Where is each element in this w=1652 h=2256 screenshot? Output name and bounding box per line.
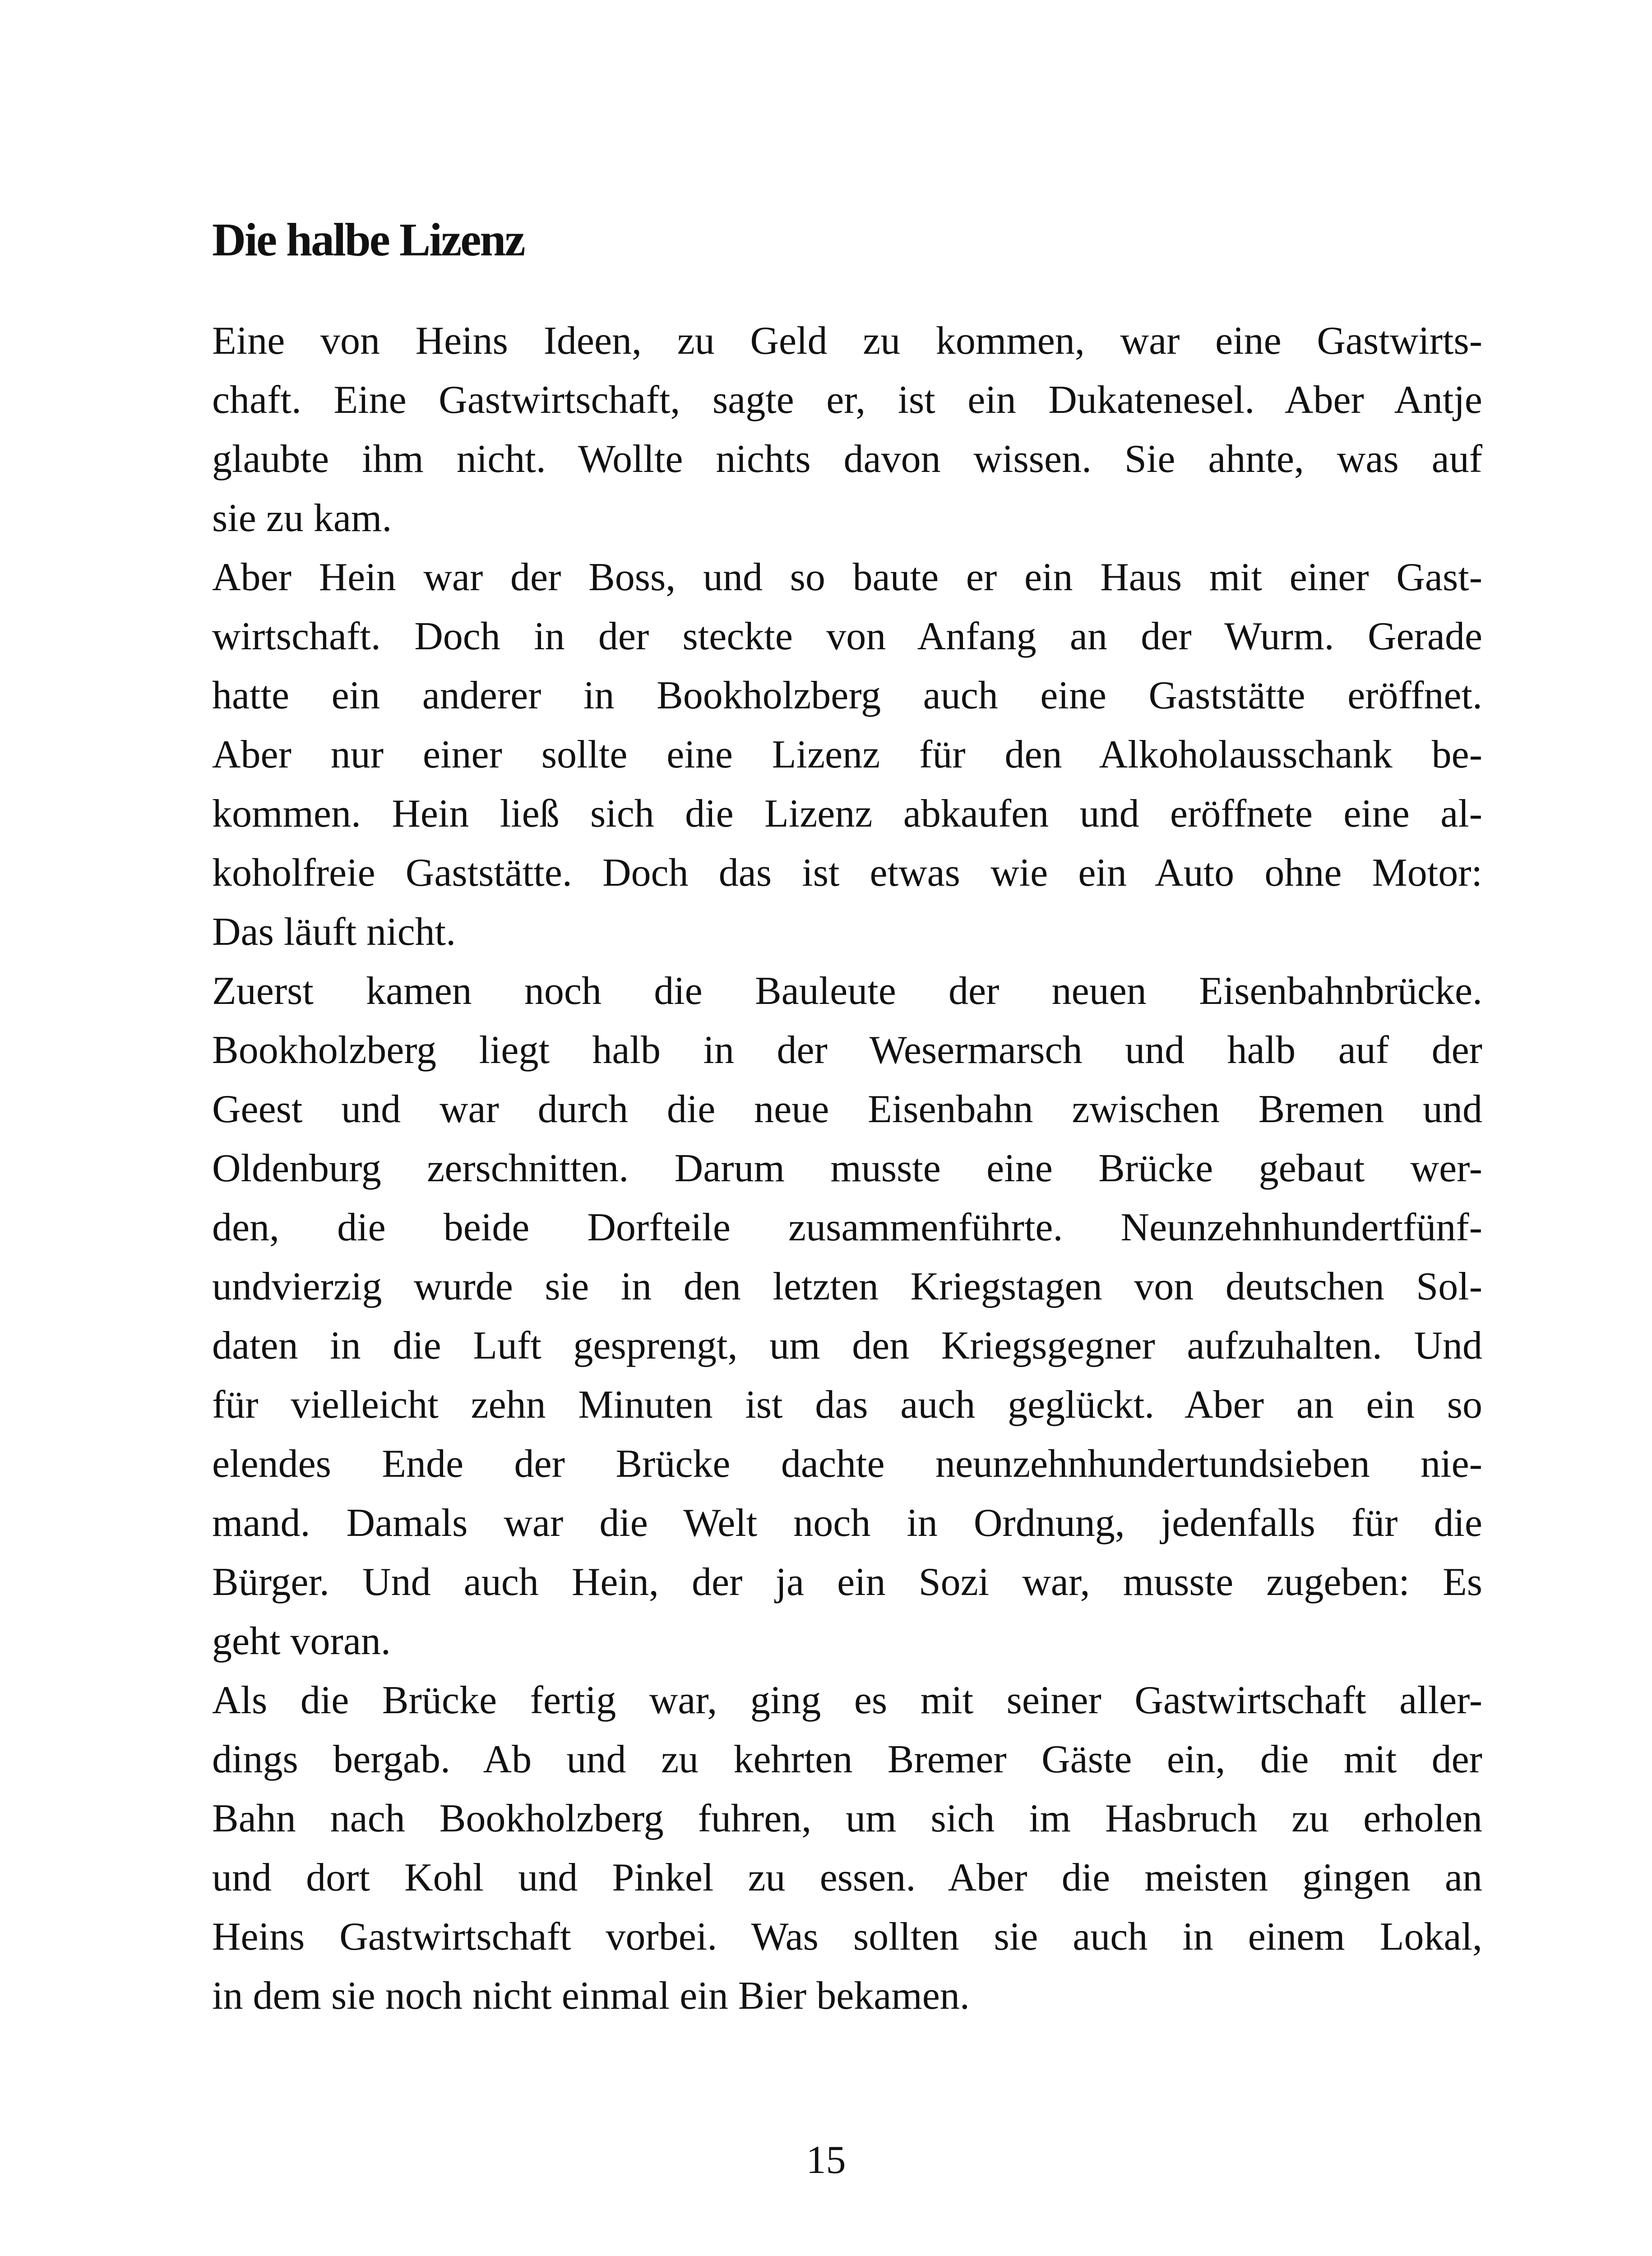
page-number: 15 [806,2138,846,2182]
text-line: Geest und war durch die neue Eisenbahn zwischen Bremen und [212,1087,1482,1131]
text-line: mand. Damals war die Welt noch in Ordnung, jedenfalls für die [212,1501,1482,1545]
text-line: Aber nur einer sollte eine Lizenz für den Alkoholausschank be- [212,733,1482,777]
text-line: dings bergab. Ab und zu kehrten Bremer Gäste ein, die mit der [212,1738,1482,1781]
text-line: Heins Gastwirtschaft vorbei. Was sollten sie auch in einem Lokal, [212,1915,1482,1959]
text-line: kommen. Hein ließ sich die Lizenz abkaufen und eröffnete eine al- [212,792,1482,836]
text-line: glaubte ihm nicht. Wollte nichts davon wissen. Sie ahnte, was auf [212,437,1482,481]
text-line: Das läuft nicht. [212,910,456,954]
text-line: geht voran. [212,1619,391,1663]
body-text [212,311,1482,2025]
text-line: Oldenburg zerschnitten. Darum musste eine Brücke gebaut wer- [212,1146,1482,1190]
text-line: Aber Hein war der Boss, und so baute er ein Haus mit einer Gast- [212,555,1482,599]
text-line: Als die Brücke fertig war, ging es mit seiner Gastwirtschaft aller- [212,1678,1482,1722]
text-line: Bürger. Und auch Hein, der ja ein Sozi war, musste zugeben: Es [212,1560,1482,1604]
text-line: wirtschaft. Doch in der steckte von Anfang an der Wurm. Gerade [212,615,1482,658]
text-line: elendes Ende der Brücke dachte neunzehnhundertundsieben nie- [212,1442,1482,1486]
text-line: in dem sie noch nicht einmal ein Bier bekamen. [212,1974,970,2018]
text-line: hatte ein anderer in Bookholzberg auch eine Gaststätte eröffnet. [212,674,1482,717]
text-line: Eine von Heins Ideen, zu Geld zu kommen, war eine Gastwirts- [212,319,1482,363]
text-line: sie zu kam. [212,496,392,540]
text-line: Bookholzberg liegt halb in der Wesermarsch und halb auf der [212,1028,1482,1072]
text-line: koholfreie Gaststätte. Doch das ist etwas wie ein Auto ohne Motor: [212,851,1482,895]
chapter-title: Die halbe Lizenz [212,214,524,266]
text-line: Zuerst kamen noch die Bauleute der neuen Eisenbahnbrücke. [212,969,1482,1013]
text-line: für vielleicht zehn Minuten ist das auch geglückt. Aber an ein so [212,1383,1482,1427]
text-line: Bahn nach Bookholzberg fuhren, um sich im Hasbruch zu erholen [212,1797,1482,1840]
text-line: und dort Kohl und Pinkel zu essen. Aber die meisten gingen an [212,1856,1482,1900]
text-line: chaft. Eine Gastwirtschaft, sagte er, ist ein Dukatenesel. Aber Antje [212,378,1482,422]
text-line: undvierzig wurde sie in den letzten Kriegstagen von deutschen Sol- [212,1265,1482,1308]
text-line: den, die beide Dorfteile zusammenführte. Neunzehnhundertfünf- [212,1206,1482,1249]
text-line: daten in die Luft gesprengt, um den Kriegsgegner aufzuhalten. Und [212,1324,1482,1368]
